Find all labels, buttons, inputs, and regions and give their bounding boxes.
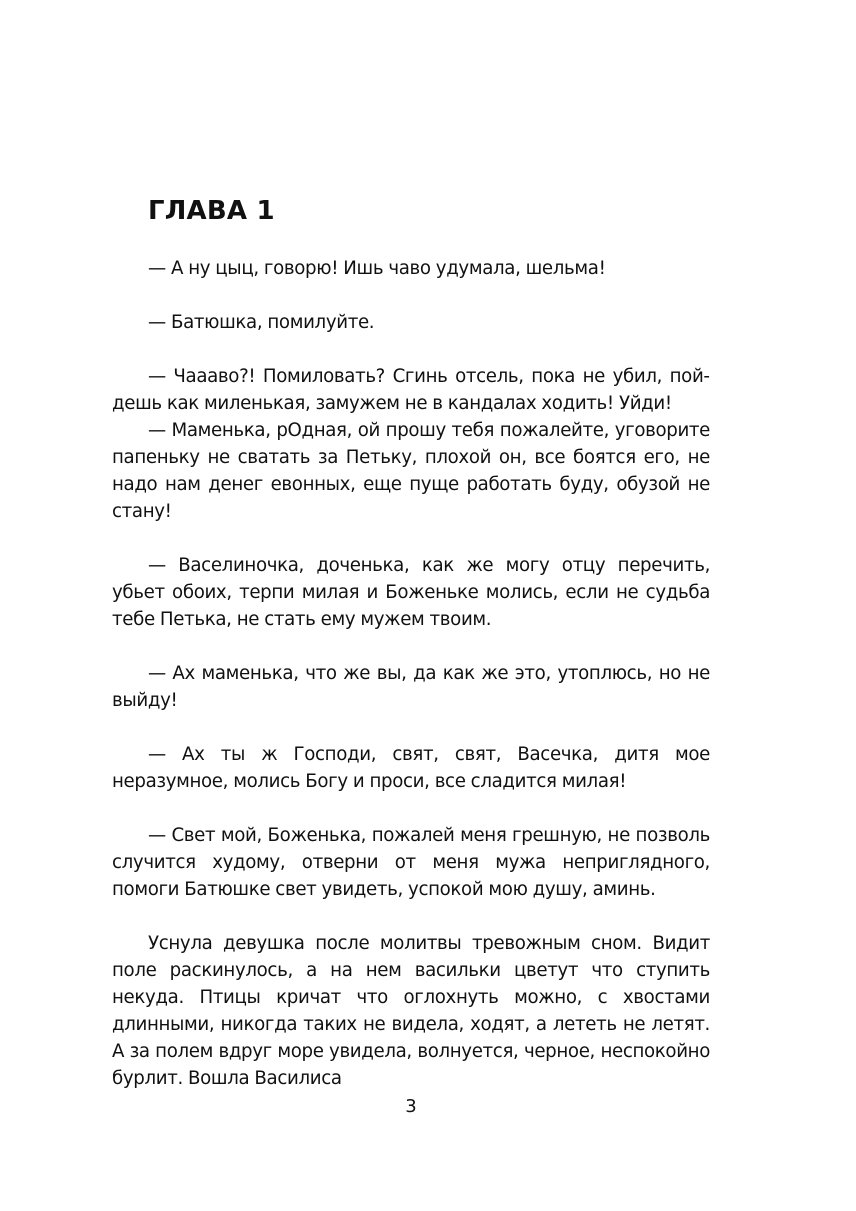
prayer-paragraph: — Свет мой, Боженька, пожалей меня грешную, не позволь случится худому, отверни от меня мужа неприглядного, помоги Батюшке свет увидеть, успокой мою душу, аминь. xyxy=(112,825,710,900)
dialogue-paragraph-3: — Чаааво?! Помиловать? Сгинь отсель, пока не убил, пойдешь как миленькая, замужем не в кандалах ходить! Уйди! xyxy=(112,366,710,414)
dialogue-paragraph-7: — Ах ты ж Господи, свят, свят, Васечка, дитя мое неразумное, молись Богу и проси, все сладится милая! xyxy=(112,744,710,792)
narrative-paragraph: Уснула девушка после молитвы тревожным сном. Видит поле раскинулось, а на нем васильки цветут что ступить некуда. Птицы кричат что оглохнуть можно, с хвостами длинными, никогда таких не видела, ходят, а лететь не летят. А за полем вдруг море увидела, волнуется, черное, неспокойно бурлит. Вошла Василиса xyxy=(112,933,710,1089)
dialogue-paragraph-6: — Ах маменька, что же вы, да как же это, утоплюсь, но не выйду! xyxy=(112,663,710,711)
page-body xyxy=(112,255,710,1092)
dialogue-paragraph-2: — Батюшка, помилуйте. xyxy=(148,312,375,333)
dialogue-paragraph-1: — А ну цыц, говорю! Ишь чаво удумала, шельма! xyxy=(148,258,606,279)
chapter-title: ГЛАВА 1 xyxy=(148,196,275,226)
page-number: 3 xyxy=(405,1096,417,1117)
dialogue-paragraph-4: — Маменька, рОдная, ой прошу тебя пожалейте, уговорите папеньку не сватать за Петьку, плохой он, все боятся его, не надо нам денег евонных, еще пуще работать буду, обузой не стану! xyxy=(112,420,710,522)
dialogue-paragraph-5: — Васелиночка, доченька, как же могу отцу перечить, убьет обоих, терпи милая и Боженьке молись, если не судьба тебе Петька, не стать ему мужем твоим. xyxy=(112,555,710,630)
